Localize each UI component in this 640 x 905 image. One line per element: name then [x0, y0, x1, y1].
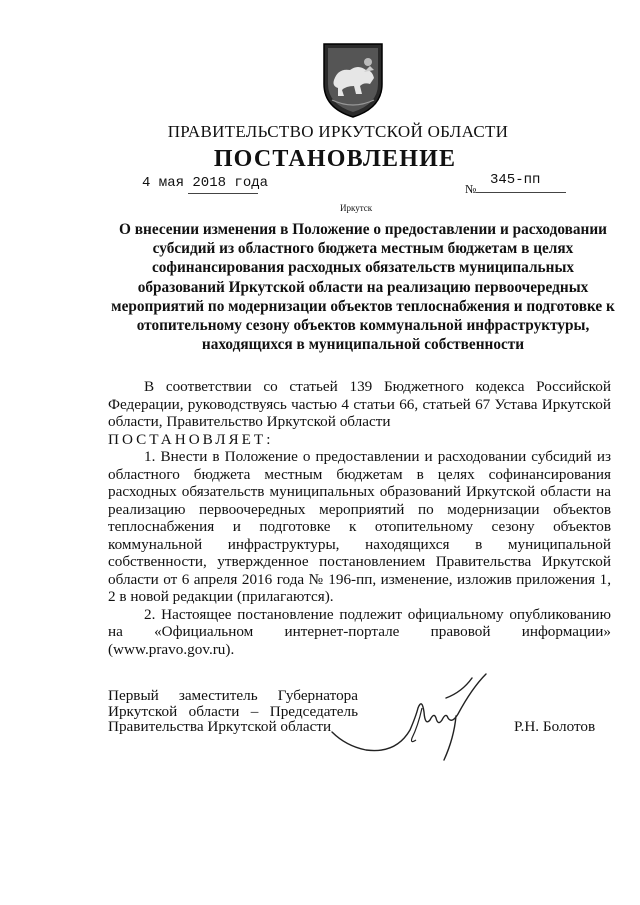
document-type: ПОСТАНОВЛЕНИЕ [213, 146, 457, 172]
signer-position-line-3: Правительства Иркутской области [108, 718, 332, 735]
document-number: 345-пп [490, 172, 541, 188]
coat-of-arms-icon [320, 40, 386, 120]
document-body [108, 378, 611, 658]
number-sign: № [465, 182, 477, 196]
resolves-heading: ПОСТАНОВЛЯЕТ: [108, 430, 274, 448]
handwritten-signature-icon [326, 668, 506, 778]
preamble: В соответствии со статьей 139 Бюджетного кодекса Российской Федерации, руководствуясь частью 4 статьи 66, статьей 67 Устава Иркутской области, Правительство Иркутской области [108, 378, 611, 430]
signer-position-line-1: Первый заместитель Губернатора [108, 687, 358, 704]
signer-position-line-2: Иркутской области – Председатель [108, 702, 358, 720]
number-underline [476, 192, 566, 193]
city: Иркутск [340, 203, 373, 213]
document-subject: О внесении изменения в Положение о предоставлении и расходовании субсидий из областного бюджета местным бюджетам в целях софинансирования расходных обязательств муниципальных образований Иркутской области на реализацию первоочередных мероприятий по модернизации объектов теплоснабжения и подготовке к отопительному сезону объектов коммунальной инфраструктуры, находящихся в муниципальной собственности [111, 221, 615, 354]
date-underline [188, 193, 258, 194]
item-2-url: (www.pravo.gov.ru). [108, 640, 235, 658]
signer-name: Р.Н. Болотов [514, 718, 596, 735]
government-name: ПРАВИТЕЛЬСТВО ИРКУТСКОЙ ОБЛАСТИ [167, 122, 509, 141]
item-1: 1. Внести в Положение о предоставлении и расходовании субсидий из областного бюджета местным бюджетам в целях софинансирования расходных обязательств муниципальных образований Иркутской области на реализацию первоочередных мероприятий по модернизации объектов теплоснабжения и подготовке к отопительному сезону объектов коммунальной инфраструктуры, находящихся в муниципальной собственности, утвержденное постановлением Правительства Иркутской области от 6 апреля 2016 года № 196-пп, изменение, изложив приложения 1, 2 в новой редакции (прилагаются). [108, 448, 611, 605]
document-date: 4 мая 2018 года [142, 175, 269, 191]
item-2: 2. Настоящее постановление подлежит официальному опубликованию на «Официальном интернет-портале правовой информации» [108, 605, 611, 640]
signer-position [108, 688, 358, 735]
